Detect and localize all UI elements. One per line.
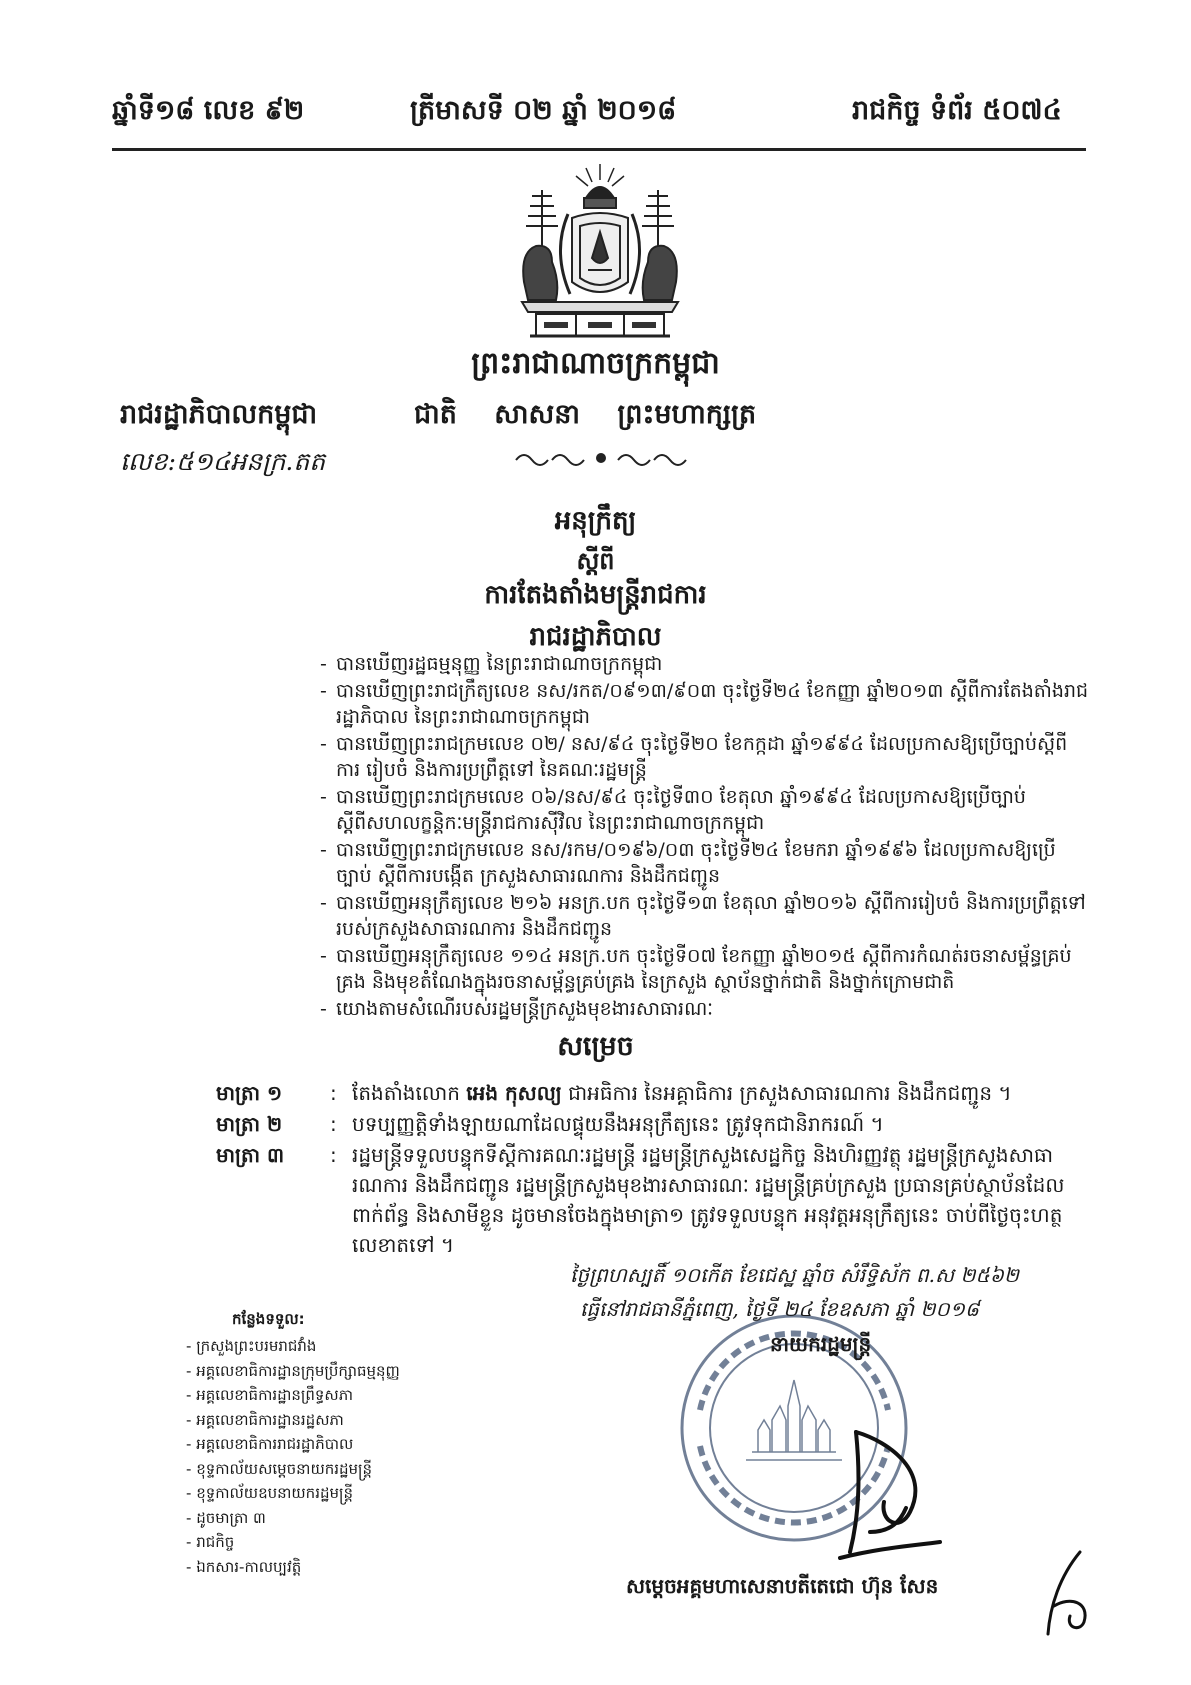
article-label: មាត្រា ៣ xyxy=(216,1143,285,1167)
about-label: ស្តីពី xyxy=(576,546,615,575)
reference-item: - បានឃើញព្រះរាជក្រឹត្យលេខ នស/រកត/០៩១៣/៩០៣ ចុះថ្ងៃទី២៤ ខែកញ្ញា ឆ្នាំ២០១៣ ស្តីពីការតែងតាំងរាជរដ្ឋាភិបាល នៃព្រះរាជាណាចក្រកម្ពុជា xyxy=(320,678,1090,731)
recipient-item: - អគ្គលេខាធិការដ្ឋានរដ្ឋសភា xyxy=(186,1410,344,1429)
recipients-list xyxy=(186,1334,400,1579)
article-2 xyxy=(216,1109,1090,1139)
issuer-heading: រាជរដ្ឋាភិបាល xyxy=(529,622,662,652)
recipient-text: ដូចមាត្រា ៣ xyxy=(196,1508,266,1527)
recipient-item: - រាជកិច្ច xyxy=(186,1533,235,1551)
article-colon: : xyxy=(330,1081,337,1105)
recipient-text: អគ្គលេខាធិការដ្ឋានព្រឹទ្ធសភា xyxy=(196,1386,353,1404)
kingdom-name: ព្រះរាជាណាចក្រកម្ពុជា xyxy=(471,346,720,381)
decree-number: លេខ:៥១៤អនក្រ.តត xyxy=(120,447,326,476)
prime-minister-name: សម្តេចអគ្គមហាសេនាបតីតេជោ ហ៊ុន សែន xyxy=(626,1574,939,1598)
lunar-date: ថ្ងៃព្រហស្បតិ៍ ១០កើត ខែជេស្ឋ ឆ្នាំច សំរឹទ្ធិស័ក ព.ស ២៥៦២ xyxy=(570,1263,1019,1287)
article-colon: : xyxy=(330,1143,337,1167)
article-label: មាត្រា ២ xyxy=(216,1112,283,1136)
document-subject: ការតែងតាំងមន្ត្រីរាជការ xyxy=(484,580,707,610)
legal-references xyxy=(320,651,1090,1022)
document-type: អនុក្រឹត្យ xyxy=(554,506,637,536)
recipient-text: រាជកិច្ច xyxy=(196,1533,235,1551)
article-text: បទប្បញ្ញត្តិទាំងឡាយណាដែលផ្ទុយនឹងអនុក្រឹត្យនេះ ត្រូវទុកជានិរាករណ៍ ។ xyxy=(352,1112,884,1136)
recipient-text: អគ្គលេខាធិការដ្ឋានរដ្ឋសភា xyxy=(196,1410,344,1429)
recipient-text: ខុទ្ទកាល័យសម្តេចនាយករដ្ឋមន្ត្រី xyxy=(196,1459,373,1478)
gazette-year-issue: ឆ្នាំទី១៨ លេខ ៩២ xyxy=(112,95,305,126)
handwritten-initials-icon xyxy=(1040,1546,1100,1636)
reference-item: - បានឃើញព្រះរាជក្រមលេខ នស/រកម/០១៩៦/០៣ ចុះថ្ងៃទី២៤ ខែមករា ឆ្នាំ១៩៩៦ ដែលប្រកាសឱ្យប្រើច្បាប់ ស្តីពីការបង្កើត ក្រសួងសាធារណការ និងដឹកជញ្ជូន xyxy=(320,837,1090,890)
recipient-item: - អគ្គលេខាធិការដ្ឋានព្រឹទ្ធសភា xyxy=(186,1386,353,1404)
recipient-item: - ខុទ្ទកាល័យសម្តេចនាយករដ្ឋមន្ត្រី xyxy=(186,1459,373,1478)
gazette-page: រាជកិច្ច ទំព័រ ៥០៧៤ xyxy=(852,95,1062,126)
article-text-part: តែងតាំងលោក xyxy=(352,1081,467,1105)
reference-item: - បានឃើញព្រះរាជក្រមលេខ ០៦/នស/៩៤ ចុះថ្ងៃទី៣០ ខែតុលា ឆ្នាំ១៩៩៤ ដែលប្រកាសឱ្យប្រើច្បាប់ស្តីពីសហលក្ខន្តិកៈមន្ត្រីរាជការស៊ីវិល នៃព្រះរាជាណាចក្រកម្ពុជា xyxy=(320,784,1090,837)
handwritten-signature-icon xyxy=(820,1412,960,1562)
article-3 xyxy=(216,1140,1090,1260)
recipient-item: - ខុទ្ទកាល័យឧបនាយករដ្ឋមន្ត្រី xyxy=(186,1484,353,1502)
decision-heading: សម្រេច xyxy=(557,1031,634,1062)
recipients-title: កន្លែងទទួល: xyxy=(232,1310,305,1328)
recipient-item: - ឯកសារ-កាលប្បវត្តិ xyxy=(186,1557,302,1576)
recipient-item: - អគ្គលេខាធិការរាជរដ្ឋាភិបាល xyxy=(186,1435,354,1453)
prime-minister-title: នាយករដ្ឋមន្ត្រី xyxy=(770,1332,872,1356)
reference-item: - បានឃើញអនុក្រឹត្យលេខ ១១៤ អនក្រ.បក ចុះថ្ងៃទី០៧ ខែកញ្ញា ឆ្នាំ២០១៥ ស្តីពីការកំណត់រចនាសម្ព័ន្ធគ្រប់គ្រង និងមុខតំណែងក្នុងរចនាសម្ព័ន្ធគ្រប់គ្រង នៃក្រសួង ស្ថាប័នថ្នាក់ជាតិ និងថ្នាក់ក្រោមជាតិ xyxy=(320,943,1090,996)
recipient-text: ក្រសួងព្រះបរមរាជវាំង xyxy=(196,1337,317,1355)
article-text-part: ជាអធិការ នៃអគ្គាធិការ ក្រសួងសាធារណការ និងដឹកជញ្ជូន ។ xyxy=(561,1081,1012,1105)
reference-item: - បានឃើញអនុក្រឹត្យលេខ ២១៦ អនក្រ.បក ចុះថ្ងៃទី១៣ ខែតុលា ឆ្នាំ២០១៦ ស្តីពីការរៀបចំ និងការប្រព្រឹត្តទៅ របស់ក្រសួងសាធារណការ និងដឹកជញ្ជូន xyxy=(320,890,1090,943)
royal-coat-of-arms-icon xyxy=(512,162,688,344)
recipient-item: - ដូចមាត្រា ៣ xyxy=(186,1508,266,1527)
appointee-name: អេង កុសល្យ xyxy=(466,1081,562,1105)
article-text xyxy=(352,1078,1090,1108)
header-rule xyxy=(112,148,1086,151)
articles xyxy=(216,1078,1090,1261)
recipient-item: - អគ្គលេខាធិការដ្ឋានក្រុមប្រឹក្សាធម្មនុញ្ញ xyxy=(186,1361,400,1380)
article-colon: : xyxy=(330,1112,337,1136)
recipient-text: អគ្គលេខាធិការដ្ឋានក្រុមប្រឹក្សាធម្មនុញ្ញ xyxy=(196,1361,400,1380)
recipient-item: - ក្រសួងព្រះបរមរាជវាំង xyxy=(186,1337,317,1355)
ornament-flourish-icon xyxy=(512,446,690,470)
national-motto: ជាតិ សាសនា ព្រះមហាក្សត្រ xyxy=(414,399,757,430)
gazette-quarter: ត្រីមាសទី ០២ ឆ្នាំ ២០១៨ xyxy=(410,95,677,126)
signing-place-date: ធ្វើនៅរាជធានីភ្នំពេញ, ថ្ងៃទី ២៤ ខែឧសភា ឆ្នាំ ២០១៨ xyxy=(580,1297,979,1321)
article-text: រដ្ឋមន្ត្រីទទួលបន្ទុកទីស្តីការគណៈរដ្ឋមន្ត្រី រដ្ឋមន្ត្រីក្រសួងសេដ្ឋកិច្ច និងហិរញ្ញវត្ថុ រដ្ឋមន្ត្រីក្រសួងសាធារណការ និងដឹកជញ្ជូន រដ្ឋមន្ត្រីក្រសួងមុខងារសាធារណៈ រដ្ឋមន្ត្រីគ្រប់ក្រសួង ប្រធានគ្រប់ស្ថាប័នដែលពាក់ព័ន្ធ និងសាមីខ្លួន ដូចមានចែងក្នុងមាត្រា១ ត្រូវទទួលបន្ទុក អនុវត្តអនុក្រឹត្យនេះ ចាប់ពីថ្ងៃចុះហត្ថលេខាតទៅ ។ xyxy=(352,1143,1065,1257)
government-name: រាជរដ្ឋាភិបាលកម្ពុជា xyxy=(120,399,318,430)
article-label: មាត្រា ១ xyxy=(216,1081,283,1105)
recipient-text: ខុទ្ទកាល័យឧបនាយករដ្ឋមន្ត្រី xyxy=(196,1484,353,1502)
article-1 xyxy=(216,1078,1090,1108)
reference-item: - យោងតាមសំណើរបស់រដ្ឋមន្ត្រីក្រសួងមុខងារសាធារណៈ xyxy=(320,996,1090,1023)
reference-item: - បានឃើញរដ្ឋធម្មនុញ្ញ នៃព្រះរាជាណាចក្រកម្ពុជា xyxy=(320,651,1090,678)
reference-item: - បានឃើញព្រះរាជក្រមលេខ ០២/ នស/៩៤ ចុះថ្ងៃទី២០ ខែកក្កដា ឆ្នាំ១៩៩៤ ដែលប្រកាសឱ្យប្រើច្បាប់ស្តីពីការ រៀបចំ និងការប្រព្រឹត្តទៅ នៃគណៈរដ្ឋមន្ត្រី xyxy=(320,731,1090,784)
recipient-text: ឯកសារ-កាលប្បវត្តិ xyxy=(196,1557,302,1576)
recipient-text: អគ្គលេខាធិការរាជរដ្ឋាភិបាល xyxy=(196,1435,354,1453)
